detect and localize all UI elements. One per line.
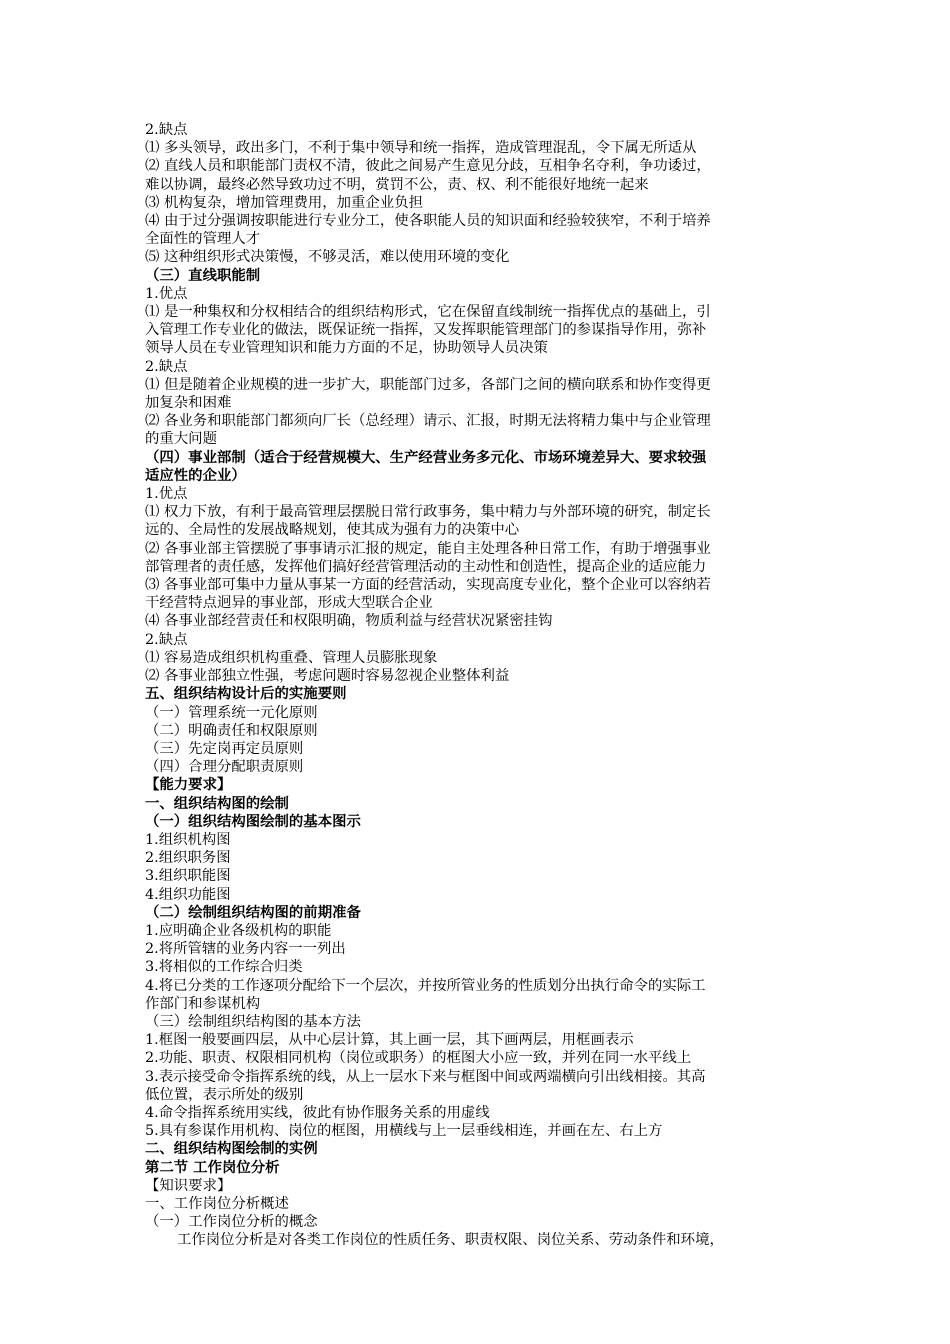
text-line: 一、工作岗位分析概述 bbox=[145, 1195, 289, 1212]
section-heading: 二、组织结构图绘制的实例 bbox=[145, 1140, 318, 1158]
document-body bbox=[145, 121, 810, 1250]
text-line: ⑵ 各事业部独立性强，考虑问题时容易忽视企业整体利益 bbox=[145, 668, 510, 685]
text-line: ⑸ 这种组织形式决策慢，不够灵活，难以使用环境的变化 bbox=[145, 249, 510, 266]
text-line: 2.功能、职责、权限相同机构（岗位或职务）的框图大小应一致，并列在同一水平线上 bbox=[145, 1050, 692, 1067]
section-heading: （二）绘制组织结构图的前期准备 bbox=[145, 903, 361, 921]
text-line: 远的、全局性的发展战略规划，使其成为强有力的决策中心 bbox=[145, 522, 520, 539]
section-heading: 适应性的企业） bbox=[145, 466, 246, 484]
text-line: ⑵ 各事业部主管摆脱了事事请示汇报的规定，能自主处理各种日常工作，有助于增强事业 bbox=[145, 540, 711, 557]
text-line: 2.缺点 bbox=[145, 631, 188, 648]
text-line: 加复杂和困难 bbox=[145, 395, 232, 412]
text-line: （一）管理系统一元化原则 bbox=[145, 704, 318, 721]
text-line: ⑵ 各业务和职能部门都须向厂长（总经理）请示、汇报，时期无法将精力集中与企业管理 bbox=[145, 413, 711, 430]
text-line: 1.组织机构图 bbox=[145, 831, 231, 848]
text-line: ⑷ 由于过分强调按职能进行专业分工，使各职能人员的知识面和经验较狭窄，不利于培养 bbox=[145, 213, 711, 230]
text-line: 难以协调，最终必然导致功过不明，赏罚不公，责、权、利不能很好地统一起来 bbox=[145, 176, 649, 193]
text-line: 2.缺点 bbox=[145, 122, 188, 138]
text-line: 入管理工作专业化的做法，既保证统一指挥，又发挥职能管理部门的参谋指导作用，弥补 bbox=[145, 322, 707, 339]
text-line: 2.将所管辖的业务内容一一列出 bbox=[145, 941, 346, 958]
text-line: ⑶ 各事业部可集中力量从事某一方面的经营活动，实现高度专业化，整个企业可以容纳若 bbox=[145, 577, 711, 594]
section-heading: （四）事业部制（适合于经营规模大、生产经营业务多元化、市场环境差异大、要求较强 bbox=[145, 448, 707, 466]
text-line: ⑴ 容易造成组织机构重叠、管理人员膨胀现象 bbox=[145, 649, 438, 666]
section-heading: 第二节 工作岗位分析 bbox=[145, 1158, 280, 1176]
text-line: 低位置，表示所处的级别 bbox=[145, 1086, 304, 1103]
section-heading: （一）组织结构图绘制的基本图示 bbox=[145, 812, 361, 830]
text-line: ⑴ 权力下放，有利于最高管理层摆脱日常行政事务，集中精力与外部环境的研究，制定长 bbox=[145, 504, 711, 521]
text-line: ⑴ 但是随着企业规模的进一步扩大，职能部门过多，各部门之间的横向联系和协作变得更 bbox=[145, 376, 711, 393]
text-line: 4.命令指挥系统用实线，彼此有协作服务关系的用虚线 bbox=[145, 1104, 490, 1121]
text-line: ⑵ 直线人员和职能部门责权不清，彼此之间易产生意见分歧，互相争名夺利，争功诿过， bbox=[145, 158, 711, 175]
section-heading: （三）直线职能制 bbox=[145, 266, 261, 284]
text-line: 作部门和参谋机构 bbox=[145, 995, 261, 1012]
text-line: 1.优点 bbox=[145, 285, 188, 302]
text-line: 4.组织功能图 bbox=[145, 886, 231, 903]
section-heading: 五、组织结构设计后的实施要则 bbox=[145, 685, 347, 703]
text-line: 工作岗位分析是对各类工作岗位的性质任务、职责权限、岗位关系、劳动条件和环境， bbox=[177, 1232, 724, 1249]
text-line: 2.组织职务图 bbox=[145, 850, 231, 867]
text-line: ⑴ 是一种集权和分权相结合的组织结构形式，它在保留直线制统一指挥优点的基础上，引 bbox=[145, 304, 711, 321]
text-line: ⑴ 多头领导，政出多门，不利于集中领导和统一指挥，造成管理混乱，令下属无所适从 bbox=[145, 140, 697, 157]
text-line: 全面性的管理人才 bbox=[145, 231, 261, 248]
text-line: 2.缺点 bbox=[145, 358, 188, 375]
text-line: 3.表示接受命令指挥系统的线，从上一层水下来与框图中间或两端横向引出线相接。其高 bbox=[145, 1068, 706, 1085]
text-line: 5.具有参谋作用机构、岗位的框图，用横线与上一层垂线相连，并画在左、右上方 bbox=[145, 1123, 663, 1140]
text-line: （二）明确责任和权限原则 bbox=[145, 722, 318, 739]
text-line: （一）工作岗位分析的概念 bbox=[145, 1214, 318, 1231]
text-line: 3.组织职能图 bbox=[145, 868, 231, 885]
text-line: ⑷ 各事业部经营责任和权限明确，物质利益与经营状况紧密挂钩 bbox=[145, 613, 553, 630]
text-line: 1.框图一般要画四层，从中心层计算，其上画一层，其下画两层，用框画表示 bbox=[145, 1032, 634, 1049]
section-heading: 【能力要求】 bbox=[145, 776, 232, 794]
text-line: （四）合理分配职责原则 bbox=[145, 759, 304, 776]
text-line: ⑶ 机构复杂，增加管理费用，加重企业负担 bbox=[145, 194, 423, 211]
text-line: 【知识要求】 bbox=[145, 1177, 232, 1194]
text-line: 1.应明确企业各级机构的职能 bbox=[145, 922, 332, 939]
text-line: 干经营特点迥异的事业部，形成大型联合企业 bbox=[145, 595, 433, 612]
text-line: 4.将已分类的工作逐项分配给下一个层次，并按所管业务的性质划分出执行命令的实际工 bbox=[145, 977, 706, 994]
text-line: 1.优点 bbox=[145, 486, 188, 503]
text-line: 的重大问题 bbox=[145, 431, 217, 448]
text-line: 领导人员在专业管理知识和能力方面的不足，协助领导人员决策 bbox=[145, 340, 548, 357]
text-line: （三）绘制组织结构图的基本方法 bbox=[145, 1013, 361, 1030]
text-line: （三）先定岗再定员原则 bbox=[145, 740, 304, 757]
text-line: 3.将相似的工作综合归类 bbox=[145, 959, 303, 976]
text-line: 部管理者的责任感，发挥他们搞好经营管理活动的主动性和创造性，提高企业的适应能力 bbox=[145, 558, 707, 575]
section-heading: 一、组织结构图的绘制 bbox=[145, 794, 289, 812]
